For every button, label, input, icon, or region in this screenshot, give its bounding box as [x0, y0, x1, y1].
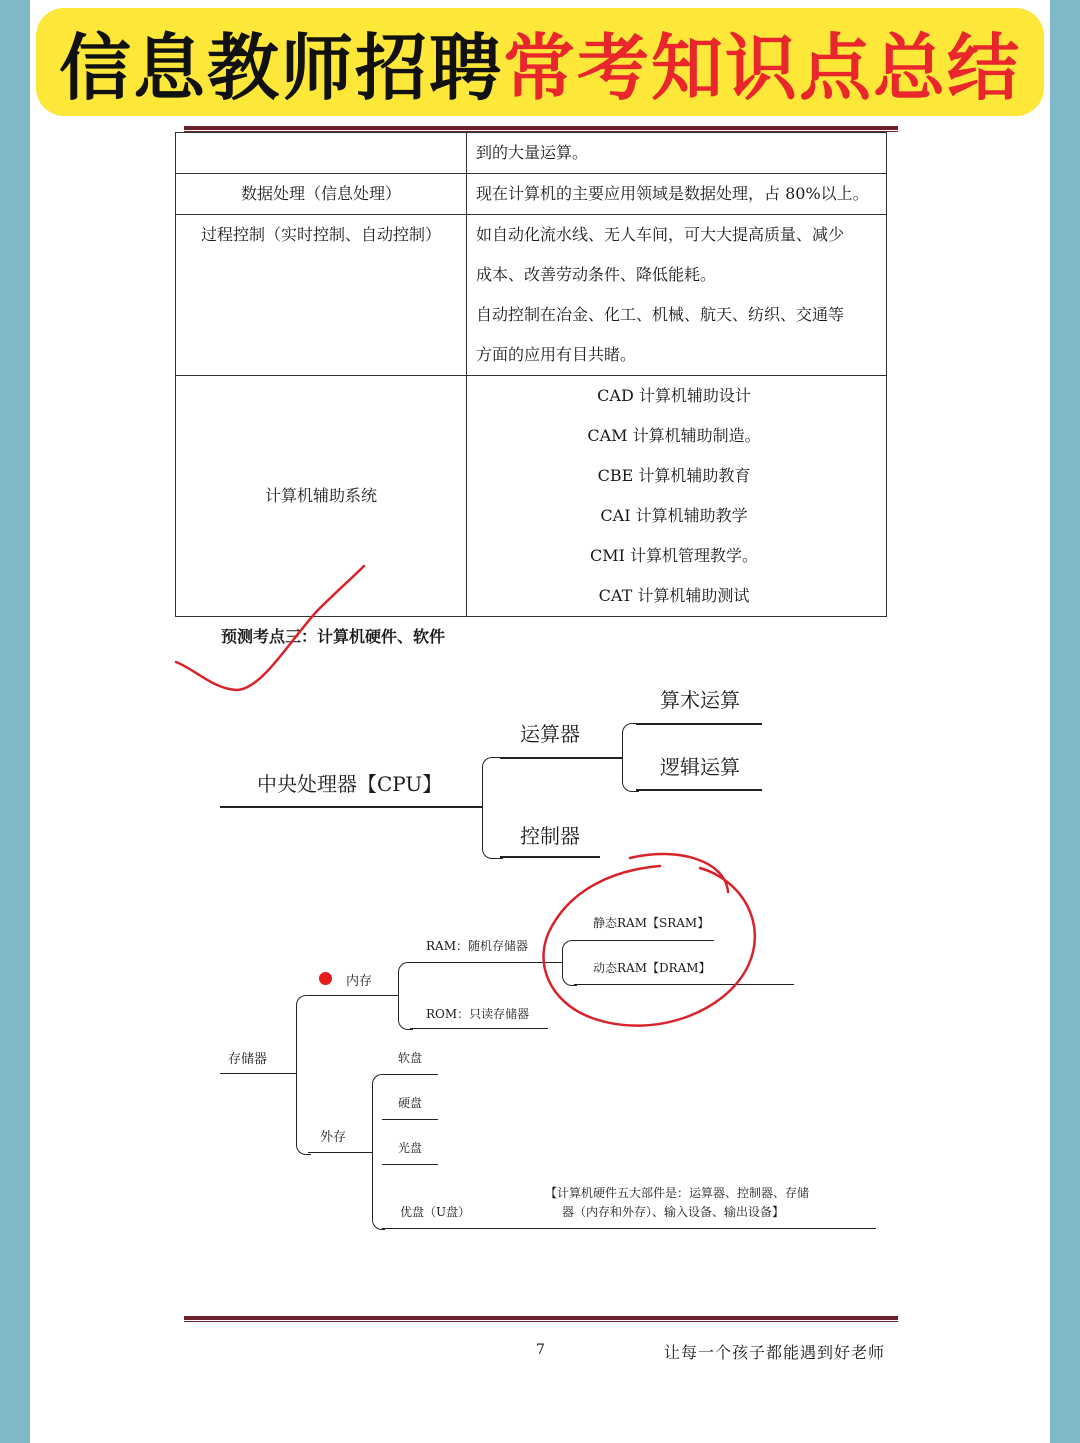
ram-label: RAM：随机存储器	[426, 939, 528, 953]
table-row	[176, 376, 887, 617]
cpu-root-label: 中央处理器【CPU】	[257, 772, 443, 796]
applications-table	[175, 132, 887, 617]
ram-line	[410, 962, 562, 963]
sram-label: 静态RAM【SRAM】	[593, 916, 710, 930]
footer-slogan: 让每一个孩子都能遇到好老师	[664, 1343, 886, 1362]
alu-line	[500, 757, 622, 759]
internal-bracket	[398, 962, 413, 1030]
optical-label: 光盘	[398, 1141, 423, 1155]
title-banner	[36, 8, 1044, 116]
table-row	[176, 174, 887, 215]
control-line	[500, 856, 600, 858]
storage-root-line	[220, 1073, 296, 1074]
cpu-root-line	[220, 806, 482, 808]
hdd-line	[382, 1119, 438, 1120]
alu-label: 运算器	[520, 722, 580, 746]
internal-line	[308, 995, 398, 996]
usb-line	[382, 1228, 876, 1229]
page-number: 7	[536, 1342, 545, 1358]
dram-label: 动态RAM【DRAM】	[593, 961, 711, 975]
table-cell-left: 计算机辅助系统	[176, 376, 467, 617]
rom-line	[410, 1028, 548, 1029]
table-cell-left: 数据处理（信息处理）	[176, 174, 467, 215]
table-cell-right: CAD 计算机辅助设计 CAM 计算机辅助制造。 CBE 计算机辅助教育 CAI 计算机辅助教学 CMI 计算机管理教学。 CAT 计算机辅助测试	[467, 376, 887, 617]
storage-root-label: 存储器	[228, 1052, 268, 1067]
banner-title-red: 常考知识点总结	[503, 26, 1022, 110]
table-cell-left	[176, 133, 467, 174]
hardware-note-line1: 【计算机硬件五大部件是：运算器、控制器、存储	[545, 1186, 810, 1200]
external-line	[308, 1152, 372, 1153]
rom-label: ROM：只读存储器	[426, 1007, 530, 1021]
arith-line	[636, 723, 762, 725]
floppy-line	[382, 1074, 438, 1075]
sram-line	[574, 940, 714, 941]
cpu-bracket	[482, 757, 503, 859]
internal-label: 内存	[346, 974, 373, 989]
table-row	[176, 133, 887, 174]
external-bracket	[372, 1074, 385, 1230]
table-cell-right: 现在计算机的主要应用领域是数据处理，占 80%以上。	[467, 174, 887, 215]
red-dot-marker	[319, 972, 332, 985]
optical-line	[382, 1164, 438, 1165]
control-label: 控制器	[520, 824, 580, 848]
table-row	[176, 215, 887, 376]
table-cell-right: 如自动化流水线、无人车间，可大大提高质量、减少 成本、改善劳动条件、降低能耗。 自动控制在冶金、化工、机械、航天、纺织、交通等 方面的应用有目共睹。	[467, 215, 887, 376]
banner-title-black: 信息教师招聘	[58, 26, 503, 110]
hdd-label: 硬盘	[398, 1096, 423, 1110]
arith-label: 算术运算	[660, 688, 740, 712]
external-label: 外存	[320, 1130, 347, 1145]
dram-line	[574, 984, 794, 985]
alu-bracket	[622, 723, 639, 792]
hardware-note-line2: 器（内存和外存）、输入设备、输出设备】	[562, 1205, 785, 1219]
ram-bracket	[562, 940, 577, 986]
table-cell-left: 过程控制（实时控制、自动控制）	[176, 215, 467, 376]
logic-line	[636, 789, 762, 791]
storage-bracket	[296, 995, 311, 1155]
table-cell-right: 到的大量运算。	[467, 133, 887, 174]
logic-label: 逻辑运算	[660, 755, 740, 779]
section-title: 预测考点三：计算机硬件、软件	[221, 627, 446, 646]
header-rule	[184, 126, 898, 130]
floppy-label: 软盘	[398, 1051, 423, 1065]
usb-label: 优盘（U盘）	[400, 1205, 471, 1219]
footer-rule	[184, 1316, 898, 1320]
